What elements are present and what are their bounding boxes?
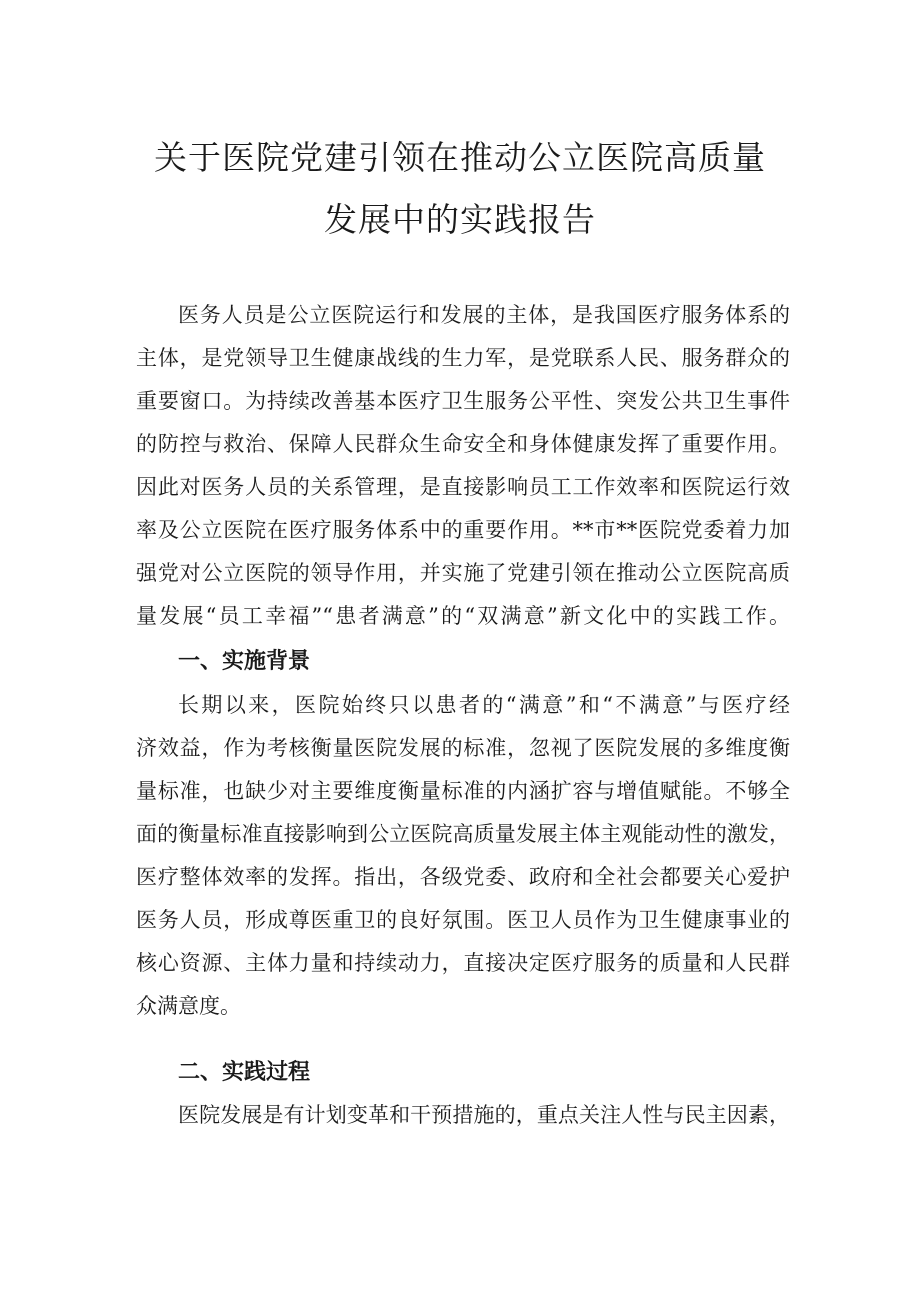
paragraph-2-line: 医务人员，形成尊医重卫的良好氛围。医卫人员作为卫生健康事业的: [136, 908, 790, 932]
paragraph-3-line: 医院发展是有计划变革和干预措施的，重点关注人性与民主因素，: [178, 1103, 790, 1127]
document-title-line-1: 关于医院党建引领在推动公立医院高质量: [154, 138, 766, 177]
paragraph-1-line: 的防控与救治、保障人民群众生命安全和身体健康发挥了重要作用。: [136, 432, 790, 456]
paragraph-1-line: 因此对医务人员的关系管理，是直接影响员工工作效率和医院运行效: [136, 475, 790, 499]
paragraph-1-line: 重要窗口。为持续改善基本医疗卫生服务公平性、突发公共卫生事件: [136, 389, 790, 413]
paragraph-2-line: 众满意度。: [136, 994, 241, 1018]
paragraph-2-line: 量标准，也缺少对主要维度衡量标准的内涵扩容与增值赋能。不够全: [136, 779, 790, 803]
paragraph-2-line: 医疗整体效率的发挥。指出，各级党委、政府和全社会都要关心爱护: [136, 865, 790, 889]
paragraph-2-line: 济效益，作为考核衡量医院发展的标准，忽视了医院发展的多维度衡: [136, 736, 790, 760]
paragraph-1-line: 率及公立医院在医疗服务体系中的重要作用。**市**医院党委着力加: [136, 518, 790, 542]
paragraph-1-line: 量发展“员工幸福”“患者满意”的“双满意”新文化中的实践工作。: [136, 604, 790, 628]
paragraph-2-line: 长期以来，医院始终只以患者的“满意”和“不满意”与医疗经: [178, 693, 790, 717]
document-title-line-2: 发展中的实践报告: [324, 200, 596, 239]
paragraph-2-line: 核心资源、主体力量和持续动力，直接决定医疗服务的质量和人民群: [136, 951, 790, 975]
paragraph-1-line: 强党对公立医院的领导作用，并实施了党建引领在推动公立医院高质: [136, 561, 790, 585]
section-heading-practice: 二、实践过程: [178, 1060, 311, 1085]
paragraph-2-line: 面的衡量标准直接影响到公立医院高质量发展主体主观能动性的激发，: [136, 822, 790, 846]
paragraph-1-line: 医务人员是公立医院运行和发展的主体，是我国医疗服务体系的: [178, 303, 790, 327]
section-heading-background: 一、实施背景: [178, 649, 311, 674]
paragraph-1-line: 主体，是党领导卫生健康战线的生力军，是党联系人民、服务群众的: [136, 346, 790, 370]
